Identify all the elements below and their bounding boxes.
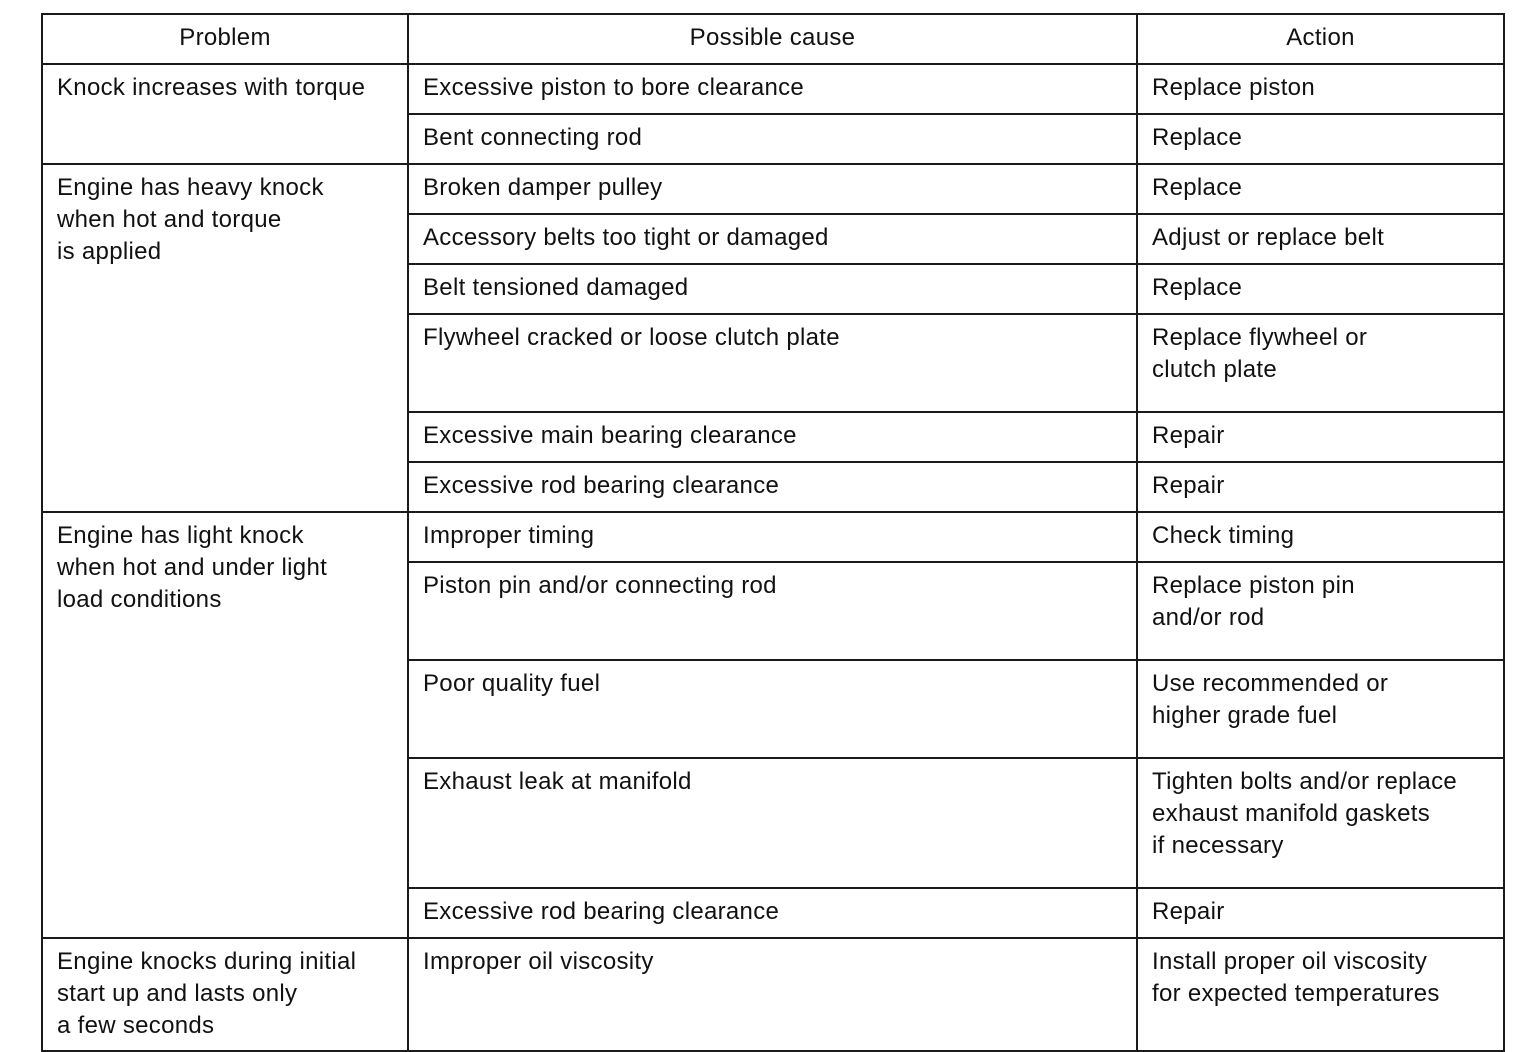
cause-cell (408, 562, 1137, 660)
cause-cell (408, 462, 1137, 512)
problem-cell (42, 64, 408, 164)
table-body (42, 64, 1504, 1051)
cause-cell (408, 660, 1137, 758)
table-row (42, 64, 1504, 114)
cause-cell (408, 114, 1137, 164)
action-cell (1137, 264, 1504, 314)
action-text: Repair (1152, 422, 1225, 449)
action-cell (1137, 64, 1504, 114)
problem-cell (42, 512, 408, 938)
problem-text: when hot and torque (57, 206, 282, 233)
cause-cell (408, 888, 1137, 938)
action-text: Replace piston (1152, 74, 1315, 101)
header-action: Action (1137, 14, 1504, 64)
action-text: Adjust or replace belt (1152, 224, 1385, 251)
action-cell (1137, 114, 1504, 164)
action-cell (1137, 214, 1504, 264)
header-problem: Problem (42, 14, 408, 64)
cause-cell (408, 412, 1137, 462)
action-cell (1137, 412, 1504, 462)
action-text: Replace flywheel or (1152, 324, 1368, 351)
action-text: Replace (1152, 124, 1243, 151)
problem-text: is applied (57, 238, 162, 265)
cause-text: Excessive rod bearing clearance (423, 898, 780, 925)
problem-text: start up and lasts only (57, 980, 298, 1007)
action-text: Replace piston pin (1152, 572, 1355, 599)
problem-text: Engine knocks during initial (57, 948, 357, 975)
problem-text: load conditions (57, 586, 222, 613)
action-cell (1137, 660, 1504, 758)
cause-cell (408, 758, 1137, 888)
action-text: higher grade fuel (1152, 702, 1338, 729)
action-text: Tighten bolts and/or replace (1152, 768, 1458, 795)
cause-text: Accessory belts too tight or damaged (423, 224, 829, 251)
action-text: Install proper oil viscosity (1152, 948, 1428, 975)
cause-text: Improper timing (423, 522, 595, 549)
table-row (42, 938, 1504, 1051)
problem-text: Knock increases with torque (57, 74, 366, 101)
action-cell (1137, 562, 1504, 660)
problem-cell (42, 164, 408, 512)
action-cell (1137, 314, 1504, 412)
cause-text: Excessive rod bearing clearance (423, 472, 780, 499)
action-text: Use recommended or (1152, 670, 1389, 697)
action-text: Repair (1152, 898, 1225, 925)
cause-cell (408, 938, 1137, 1051)
cause-text: Flywheel cracked or loose clutch plate (423, 324, 840, 351)
action-text: and/or rod (1152, 604, 1265, 631)
cause-cell (408, 64, 1137, 114)
cause-text: Belt tensioned damaged (423, 274, 689, 301)
problem-text: when hot and under light (57, 554, 328, 581)
problem-text: a few seconds (57, 1012, 215, 1039)
action-text: Repair (1152, 472, 1225, 499)
problem-text: Engine has heavy knock (57, 174, 324, 201)
action-text: exhaust manifold gaskets (1152, 800, 1431, 827)
action-text: Replace (1152, 174, 1243, 201)
action-text: Check timing (1152, 522, 1295, 549)
table-header (42, 14, 1504, 64)
table-row (42, 164, 1504, 214)
cause-text: Excessive main bearing clearance (423, 422, 797, 449)
cause-cell (408, 314, 1137, 412)
action-text: Replace (1152, 274, 1243, 301)
diagnosis-table (41, 13, 1505, 1052)
cause-text: Improper oil viscosity (423, 948, 654, 975)
table-row (42, 512, 1504, 562)
action-text: for expected temperatures (1152, 980, 1440, 1007)
cause-cell (408, 264, 1137, 314)
cause-text: Broken damper pulley (423, 174, 663, 201)
cause-text: Bent connecting rod (423, 124, 643, 151)
cause-cell (408, 512, 1137, 562)
action-text: clutch plate (1152, 356, 1278, 383)
cause-text: Poor quality fuel (423, 670, 601, 697)
action-cell (1137, 164, 1504, 214)
cause-text: Exhaust leak at manifold (423, 768, 692, 795)
problem-text: Engine has light knock (57, 522, 304, 549)
header-possible-cause: Possible cause (408, 14, 1137, 64)
cause-text: Excessive piston to bore clearance (423, 74, 805, 101)
action-text: if necessary (1152, 832, 1284, 859)
cause-cell (408, 164, 1137, 214)
action-cell (1137, 938, 1504, 1051)
cause-cell (408, 214, 1137, 264)
cause-text: Piston pin and/or connecting rod (423, 572, 777, 599)
action-cell (1137, 758, 1504, 888)
problem-cell (42, 938, 408, 1051)
action-cell (1137, 512, 1504, 562)
action-cell (1137, 888, 1504, 938)
action-cell (1137, 462, 1504, 512)
header-row (42, 14, 1504, 64)
